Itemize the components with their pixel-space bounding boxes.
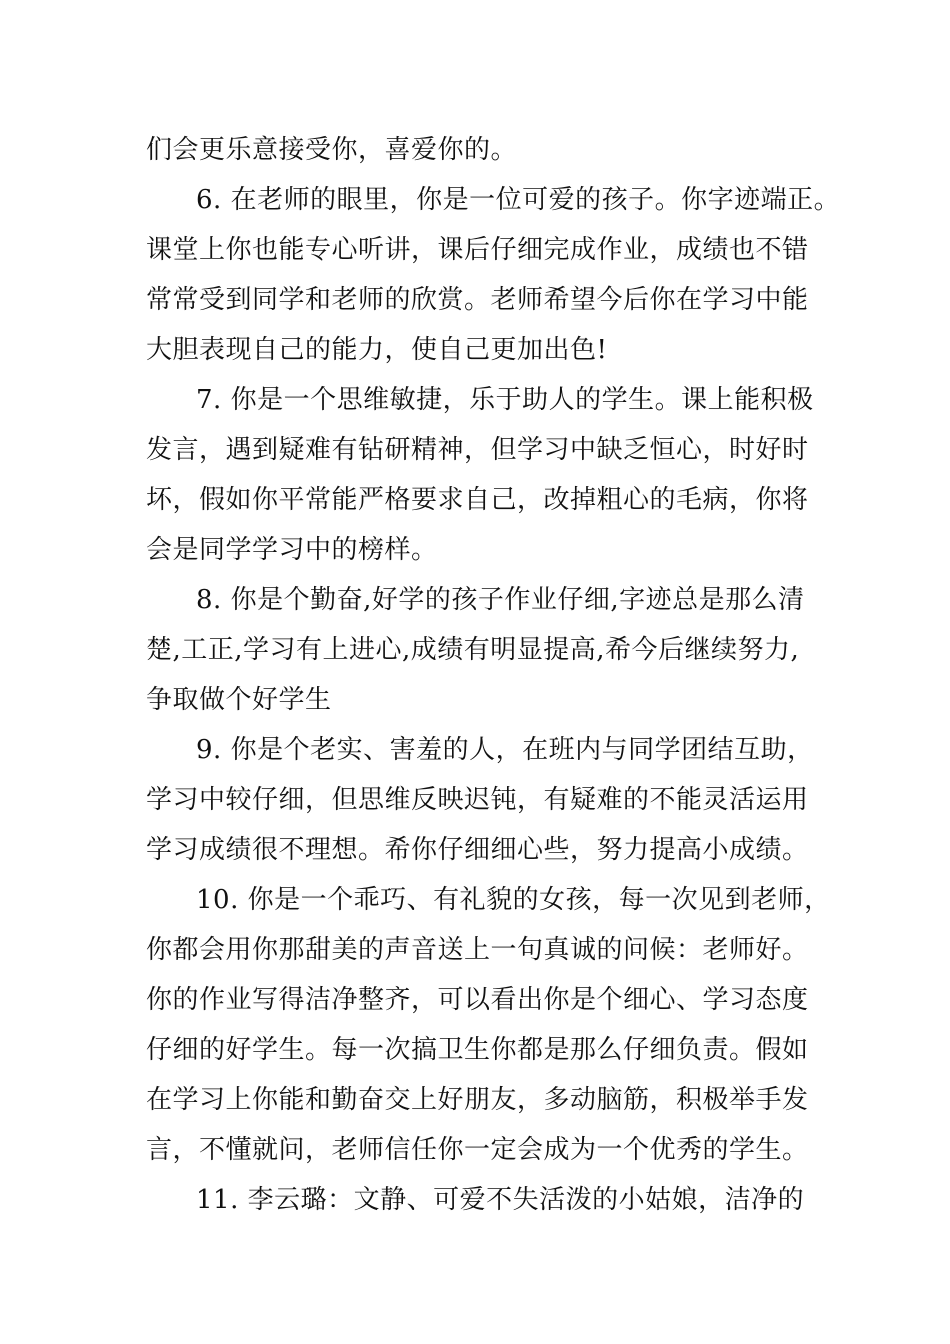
text-line: 楚,工正,学习有上进心,成绩有明显提高,希今后继续努力, <box>146 635 800 665</box>
text-line: 坏，假如你平常能严格要求自己，改掉粗心的毛病，你将 <box>146 485 809 515</box>
text-line: 大胆表现自己的能力，使自己更加出色! <box>146 335 608 365</box>
text-line: 在学习上你能和勤奋交上好朋友，多动脑筋，积极举手发 <box>146 1085 809 1115</box>
text-line: 你都会用你那甜美的声音送上一句真诚的问候：老师好。 <box>146 935 809 965</box>
text-line: 7. 你是一个思维敏捷，乐于助人的学生。课上能积极 <box>196 385 814 415</box>
text-line: 8. 你是个勤奋,好学的孩子作业仔细,字迹总是那么清 <box>196 585 805 615</box>
text-line: 常常受到同学和老师的欣赏。老师希望今后你在学习中能 <box>146 285 809 315</box>
text-line: 11. 李云璐：文静、可爱不失活泼的小姑娘，洁净的 <box>196 1185 805 1215</box>
text-line: 学习中较仔细，但思维反映迟钝，有疑难的不能灵活运用 <box>146 785 809 815</box>
text-line: 仔细的好学生。每一次搞卫生你都是那么仔细负责。假如 <box>146 1035 809 1065</box>
text-line: 会是同学学习中的榜样。 <box>146 535 438 565</box>
text-line: 发言，遇到疑难有钻研精神，但学习中缺乏恒心，时好时 <box>146 435 809 465</box>
text-line: 6. 在老师的眼里，你是一位可爱的孩子。你字迹端正。 <box>196 185 841 215</box>
text-line: 们会更乐意接受你，喜爱你的。 <box>146 135 518 165</box>
text-line: 学习成绩很不理想。希你仔细细心些，努力提高小成绩。 <box>146 835 809 865</box>
text-line: 你的作业写得洁净整齐，可以看出你是个细心、学习态度 <box>146 985 809 1015</box>
text-line: 10. 你是一个乖巧、有礼貌的女孩，每一次见到老师， <box>196 885 831 915</box>
text-line: 言，不懂就问，老师信任你一定会成为一个优秀的学生。 <box>146 1135 809 1165</box>
text-line: 9. 你是个老实、害羞的人，在班内与同学团结互助， <box>196 735 814 765</box>
text-line: 课堂上你也能专心听讲，课后仔细完成作业，成绩也不错 <box>146 235 809 265</box>
text-line: 争取做个好学生 <box>146 685 332 715</box>
